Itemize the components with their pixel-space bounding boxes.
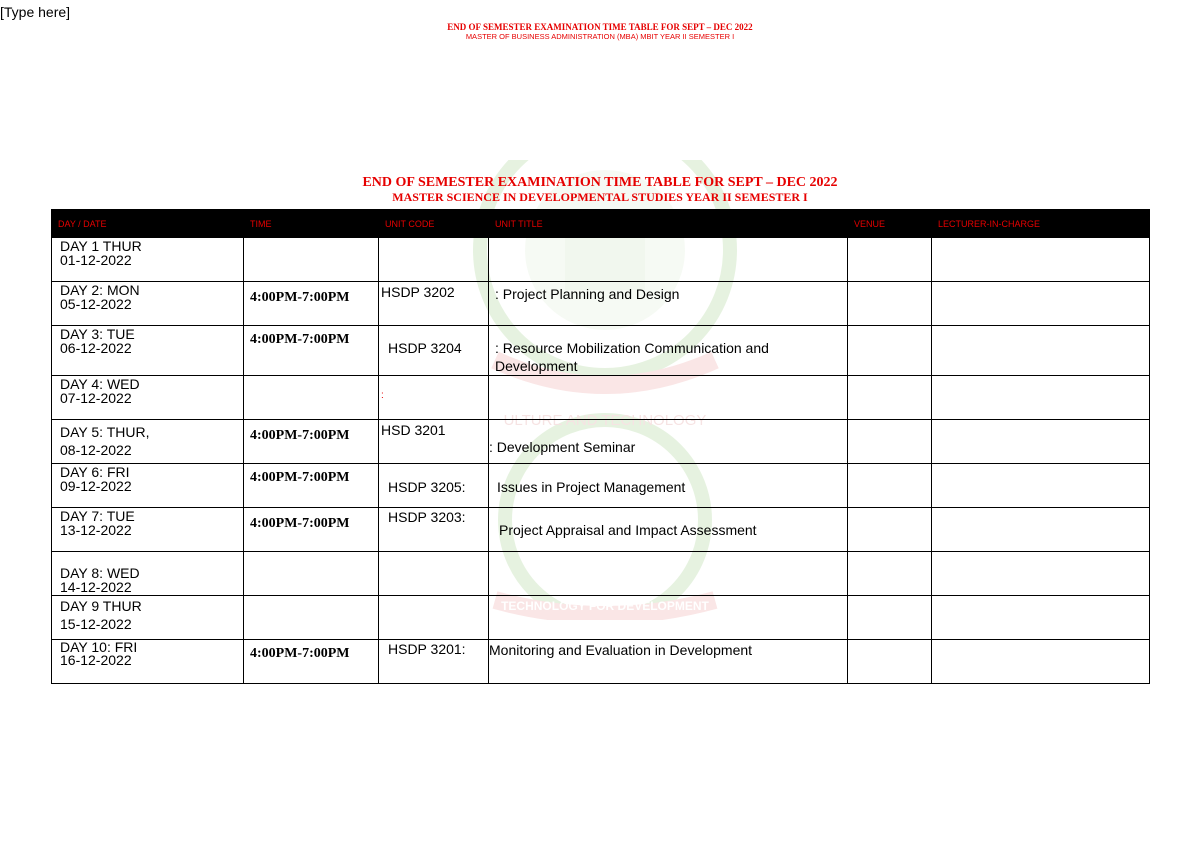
- lecturer-cell: [932, 508, 1150, 552]
- date-label: 09-12-2022: [60, 478, 132, 494]
- day-label: DAY 1 THUR: [60, 238, 142, 254]
- header-line-1: END OF SEMESTER EXAMINATION TIME TABLE FOR SEPT – DEC 2022: [447, 22, 753, 32]
- exam-time: 4:00PM-7:00PM: [250, 290, 350, 305]
- day-label: DAY 4: WED: [60, 376, 140, 392]
- exam-time: 4:00PM-7:00PM: [250, 470, 350, 485]
- exam-time: [244, 596, 378, 604]
- col-header-day: DAY / DATE: [52, 210, 244, 238]
- day-label: DAY 10: FRI: [60, 639, 138, 655]
- date-label: 14-12-2022: [60, 579, 132, 595]
- table-row: [52, 596, 1150, 640]
- venue-cell: [848, 420, 932, 464]
- unit-code: HSDP 3203:: [388, 509, 466, 525]
- unit-title: [489, 376, 847, 379]
- table-row: [52, 238, 1150, 282]
- header-line-2: MASTER OF BUSINESS ADMINISTRATION (MBA) MBIT YEAR II SEMESTER I: [465, 32, 735, 41]
- table-row: [52, 376, 1150, 420]
- unit-title: [489, 238, 847, 241]
- date-label: 16-12-2022: [60, 652, 132, 668]
- venue-cell: [848, 282, 932, 326]
- date-label: 13-12-2022: [60, 522, 132, 538]
- table-row: [52, 552, 1150, 596]
- col-header-venue: VENUE: [848, 210, 932, 238]
- unit-code: HSD 3201: [381, 422, 446, 438]
- lecturer-cell: [932, 282, 1150, 326]
- venue-cell: [848, 552, 932, 596]
- day-label: DAY 3: TUE: [60, 326, 135, 342]
- table-row: [52, 420, 1150, 464]
- lecturer-cell: [932, 326, 1150, 376]
- table-row: [52, 640, 1150, 684]
- lecturer-cell: [932, 552, 1150, 596]
- unit-title: : Resource Mobilization Communication and Development: [495, 340, 769, 374]
- unit-code: HSDP 3204: [388, 340, 462, 356]
- day-label: DAY 2: MON: [60, 282, 140, 298]
- exam-time: [244, 552, 378, 560]
- exam-time: [244, 238, 378, 246]
- lecturer-cell: [932, 376, 1150, 420]
- title-line-2: MASTER SCIENCE IN DEVELOPMENTAL STUDIES YEAR II SEMESTER I: [392, 190, 808, 204]
- col-header-unit-title: UNIT TITLE: [489, 210, 848, 238]
- unit-code: :: [381, 390, 384, 401]
- table-row: [52, 464, 1150, 508]
- unit-code: [379, 596, 488, 598]
- unit-code: HSDP 3205:: [388, 479, 466, 495]
- unit-title: : Project Planning and Design: [495, 286, 680, 302]
- timetable-title: [0, 175, 1200, 204]
- date-label: 08-12-2022: [60, 442, 132, 458]
- venue-cell: [848, 640, 932, 684]
- col-header-time: TIME: [244, 210, 379, 238]
- lecturer-cell: [932, 238, 1150, 282]
- lecturer-cell: [932, 464, 1150, 508]
- exam-time: 4:00PM-7:00PM: [250, 428, 350, 443]
- table-header-row: [52, 210, 1150, 238]
- lecturer-cell: [932, 640, 1150, 684]
- venue-cell: [848, 238, 932, 282]
- unit-title: Issues in Project Management: [497, 479, 686, 495]
- venue-cell: [848, 464, 932, 508]
- exam-time: 4:00PM-7:00PM: [250, 332, 350, 347]
- page-header: [0, 22, 1200, 42]
- date-label: 07-12-2022: [60, 390, 132, 406]
- exam-time: [244, 376, 378, 384]
- unit-code: HSDP 3202: [381, 284, 455, 300]
- date-label: 05-12-2022: [60, 296, 132, 312]
- venue-cell: [848, 376, 932, 420]
- type-here-placeholder: [Type here]: [0, 4, 71, 20]
- lecturer-cell: [932, 420, 1150, 464]
- day-label: DAY 8: WED: [60, 565, 140, 581]
- venue-cell: [848, 326, 932, 376]
- watermark-text-2: TECHNOLOGY FOR DEVELOPMENT: [501, 599, 709, 613]
- title-line-1: END OF SEMESTER EXAMINATION TIME TABLE FOR SEPT – DEC 2022: [362, 175, 838, 190]
- unit-title: : Development Seminar: [489, 439, 636, 455]
- date-label: 01-12-2022: [60, 252, 132, 268]
- table-row: [52, 508, 1150, 552]
- exam-timetable: [51, 209, 1150, 684]
- col-header-lecturer: LECTURER-IN-CHARGE: [932, 210, 1150, 238]
- exam-time: 4:00PM-7:00PM: [250, 646, 350, 661]
- unit-title: Project Appraisal and Impact Assessment: [499, 522, 757, 538]
- day-label: DAY 5: THUR,: [60, 424, 150, 440]
- lecturer-cell: [932, 596, 1150, 640]
- col-header-unit-code: UNIT CODE: [379, 210, 489, 238]
- unit-title: [489, 552, 847, 555]
- unit-code: [379, 552, 488, 554]
- unit-code: [379, 238, 488, 240]
- unit-title: Monitoring and Evaluation in Development: [489, 642, 753, 658]
- exam-time: 4:00PM-7:00PM: [250, 516, 350, 531]
- unit-title: [489, 596, 847, 599]
- venue-cell: [848, 596, 932, 640]
- watermark-text-1: ULTURE AND TECHNOLOGY: [503, 412, 707, 429]
- table-row: [52, 326, 1150, 376]
- table-row: [52, 282, 1150, 326]
- venue-cell: [848, 508, 932, 552]
- day-label: DAY 6: FRI: [60, 464, 130, 480]
- day-label: DAY 9 THUR: [60, 598, 142, 614]
- unit-code: HSDP 3201:: [388, 641, 466, 657]
- date-label: 06-12-2022: [60, 340, 132, 356]
- date-label: 15-12-2022: [60, 616, 132, 632]
- day-label: DAY 7: TUE: [60, 508, 135, 524]
